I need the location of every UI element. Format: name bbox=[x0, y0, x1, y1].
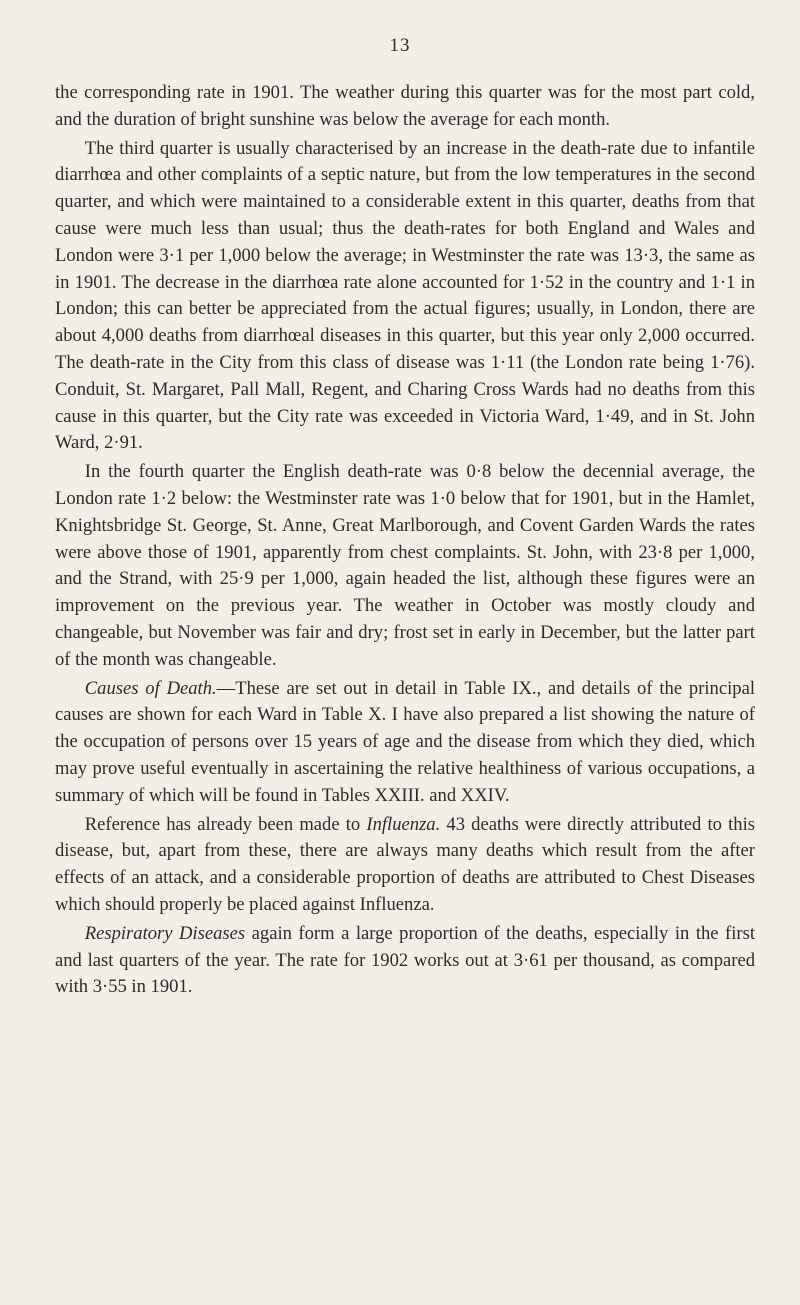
paragraph-2 bbox=[55, 136, 755, 458]
page-number: 13 bbox=[389, 35, 411, 56]
paragraph-3 bbox=[55, 459, 755, 673]
paragraph-1 bbox=[55, 80, 755, 134]
causes-of-death-heading: Causes of Death. bbox=[84, 677, 217, 699]
paragraph-1-text: the corresponding rate in 1901. The weather during this quarter was for the most part cold, and the duration of bright sunshine was below the average for each month. bbox=[55, 82, 755, 130]
paragraph-4-text: —These are set out in detail in Table IX., and details of the principal causes are shown for each Ward in Table X. I have also prepared a list showing the nature of the occupation of persons over 15 years of age and the disease from which they died, which may prove useful eventually in ascertaining the relative healthiness of various occupations, a summary of which will be found in Tables XXIII. and XXIV. bbox=[55, 677, 755, 806]
paragraph-5-text: 43 deaths were directly attributed to this disease, but, apart from these, there are always many deaths which result from the after effects of an attack, and a considerable proportion of deaths are attributed to Chest Diseases which should properly be placed against Influenza. bbox=[55, 813, 755, 915]
paragraph-5 bbox=[55, 812, 755, 919]
paragraph-3-text: In the fourth quarter the English death-rate was 0·8 below the decennial average, the London rate 1·2 below: the Westminster rate was 1·0 below that for 1901, but in the Hamlet, Knightsbridge St. George, St. Anne, Great Marlborough, and Covent Garden Wards the rates were above those of 1901, apparently from chest complaints. St. John, with 23·8 per 1,000, and the Strand, with 25·9 per 1,000, again headed the list, although these figures were an improvement on the previous year. The weather in October was mostly cloudy and changeable, but November was fair and dry; frost set in early in December, but the latter part of the month was changeable. bbox=[55, 461, 755, 670]
paragraph-2-text: The third quarter is usually characterised by an increase in the death-rate due to infantile diarrhœa and other complaints of a septic nature, but from the low temperatures in the second quarter, and which were maintained to a considerable extent in this quarter, deaths from that cause were much less than usual; thus the death-rates for both England and Wales and London were 3·1 per 1,000 below the average; in Westminster the rate was 13·3, the same as in 1901. The decrease in the diarrhœa rate alone accounted for 1·52 in the country and 1·1 in London; this can better be appreciated from the actual figures; usually, in London, there are about 4,000 deaths from diarrhœal diseases in this quarter, but this year only 2,000 occurred. The death-rate in the City from this class of disease was 1·11 (the London rate being 1·76). Conduit, St. Margaret, Pall Mall, Regent, and Charing Cross Wards had no deaths from this cause in this quarter, but the City rate was exceeded in Victoria Ward, 1·49, and in St. John Ward, 2·91. bbox=[55, 137, 755, 454]
paragraph-6 bbox=[55, 921, 755, 1001]
body-text bbox=[55, 80, 755, 1001]
paragraph-5-pretext: Reference has already been made to bbox=[84, 813, 367, 835]
paragraph-6-text: again form a large proportion of the deaths, especially in the first and last quarters of the year. The rate for 1902 works out at 3·61 per thousand, as compared with 3·55 in 1901. bbox=[55, 922, 755, 998]
paragraph-4 bbox=[55, 676, 755, 810]
influenza-term: Influenza. bbox=[366, 813, 441, 835]
respiratory-diseases-heading: Respiratory Diseases bbox=[84, 922, 246, 944]
